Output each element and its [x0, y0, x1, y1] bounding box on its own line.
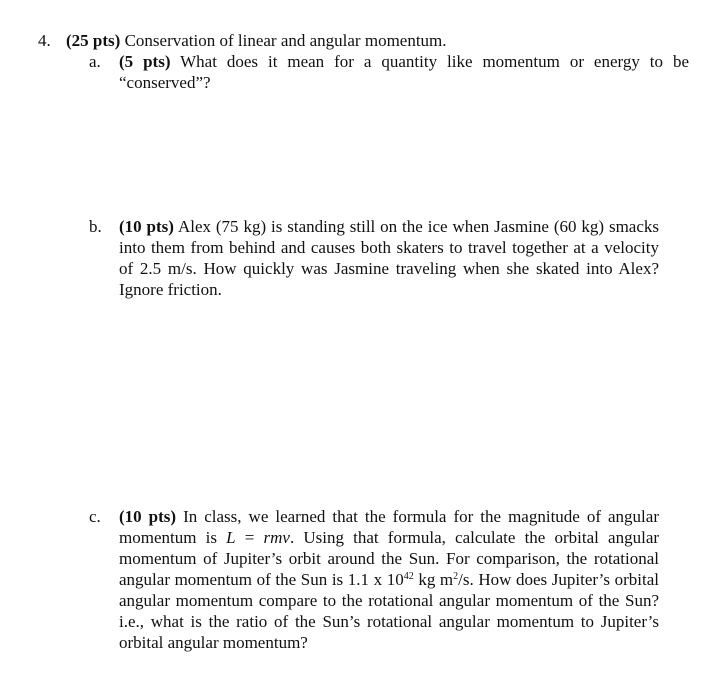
part-a-body [119, 51, 689, 93]
part-a-text: What does it mean for a quantity like momentum or energy to be “conserved”? [119, 52, 689, 92]
part-c [89, 506, 659, 653]
question-title: Conservation of linear and angular momentum. [124, 31, 447, 50]
unit-base: kg m [418, 570, 454, 589]
part-c-text-1: In class, we learned that the formula for the magnitude of angular momentum is [119, 507, 659, 547]
unit-exponent: 2 [453, 571, 459, 582]
part-c-text-2: . Using that formula, calculate the orbital angular momentum of Jupiter’s orbit around the Sun. For comparison, the rotational angular momentum of the Sun is 1.1 x 10 [119, 528, 660, 589]
exponent: 42 [403, 571, 414, 582]
part-c-letter: c. [89, 507, 101, 526]
question-heading [38, 30, 447, 51]
part-b [89, 216, 659, 300]
question-number: 4. [38, 31, 51, 50]
part-c-body [119, 506, 659, 653]
formula-lhs: L [226, 528, 236, 547]
part-b-points: (10 pts) [119, 217, 174, 236]
formula-equals: = [244, 528, 255, 547]
question-points: (25 pts) [66, 31, 121, 50]
part-c-text-3: /s. How does Jupiter’s orbital angular momentum compare to the rotational angular momentum of the Sun? i.e., what is the ratio of the Sun’s rotational angular momentum to Jupiter’s orbital angular momentum? [119, 570, 659, 652]
part-a-points: (5 pts) [119, 52, 171, 71]
part-b-text: Alex (75 kg) is standing still on the ice when Jasmine (60 kg) smacks into them from behind and causes both skaters to travel together at a velocity of 2.5 m/s. How quickly was Jasmine traveling when she skated into Alex? Ignore friction. [119, 217, 660, 299]
part-b-body [119, 216, 659, 300]
part-a-letter: a. [89, 52, 101, 71]
part-b-letter: b. [89, 217, 102, 236]
part-a [89, 51, 689, 93]
part-c-points: (10 pts) [119, 507, 177, 526]
formula-rhs: rmv [263, 528, 290, 547]
